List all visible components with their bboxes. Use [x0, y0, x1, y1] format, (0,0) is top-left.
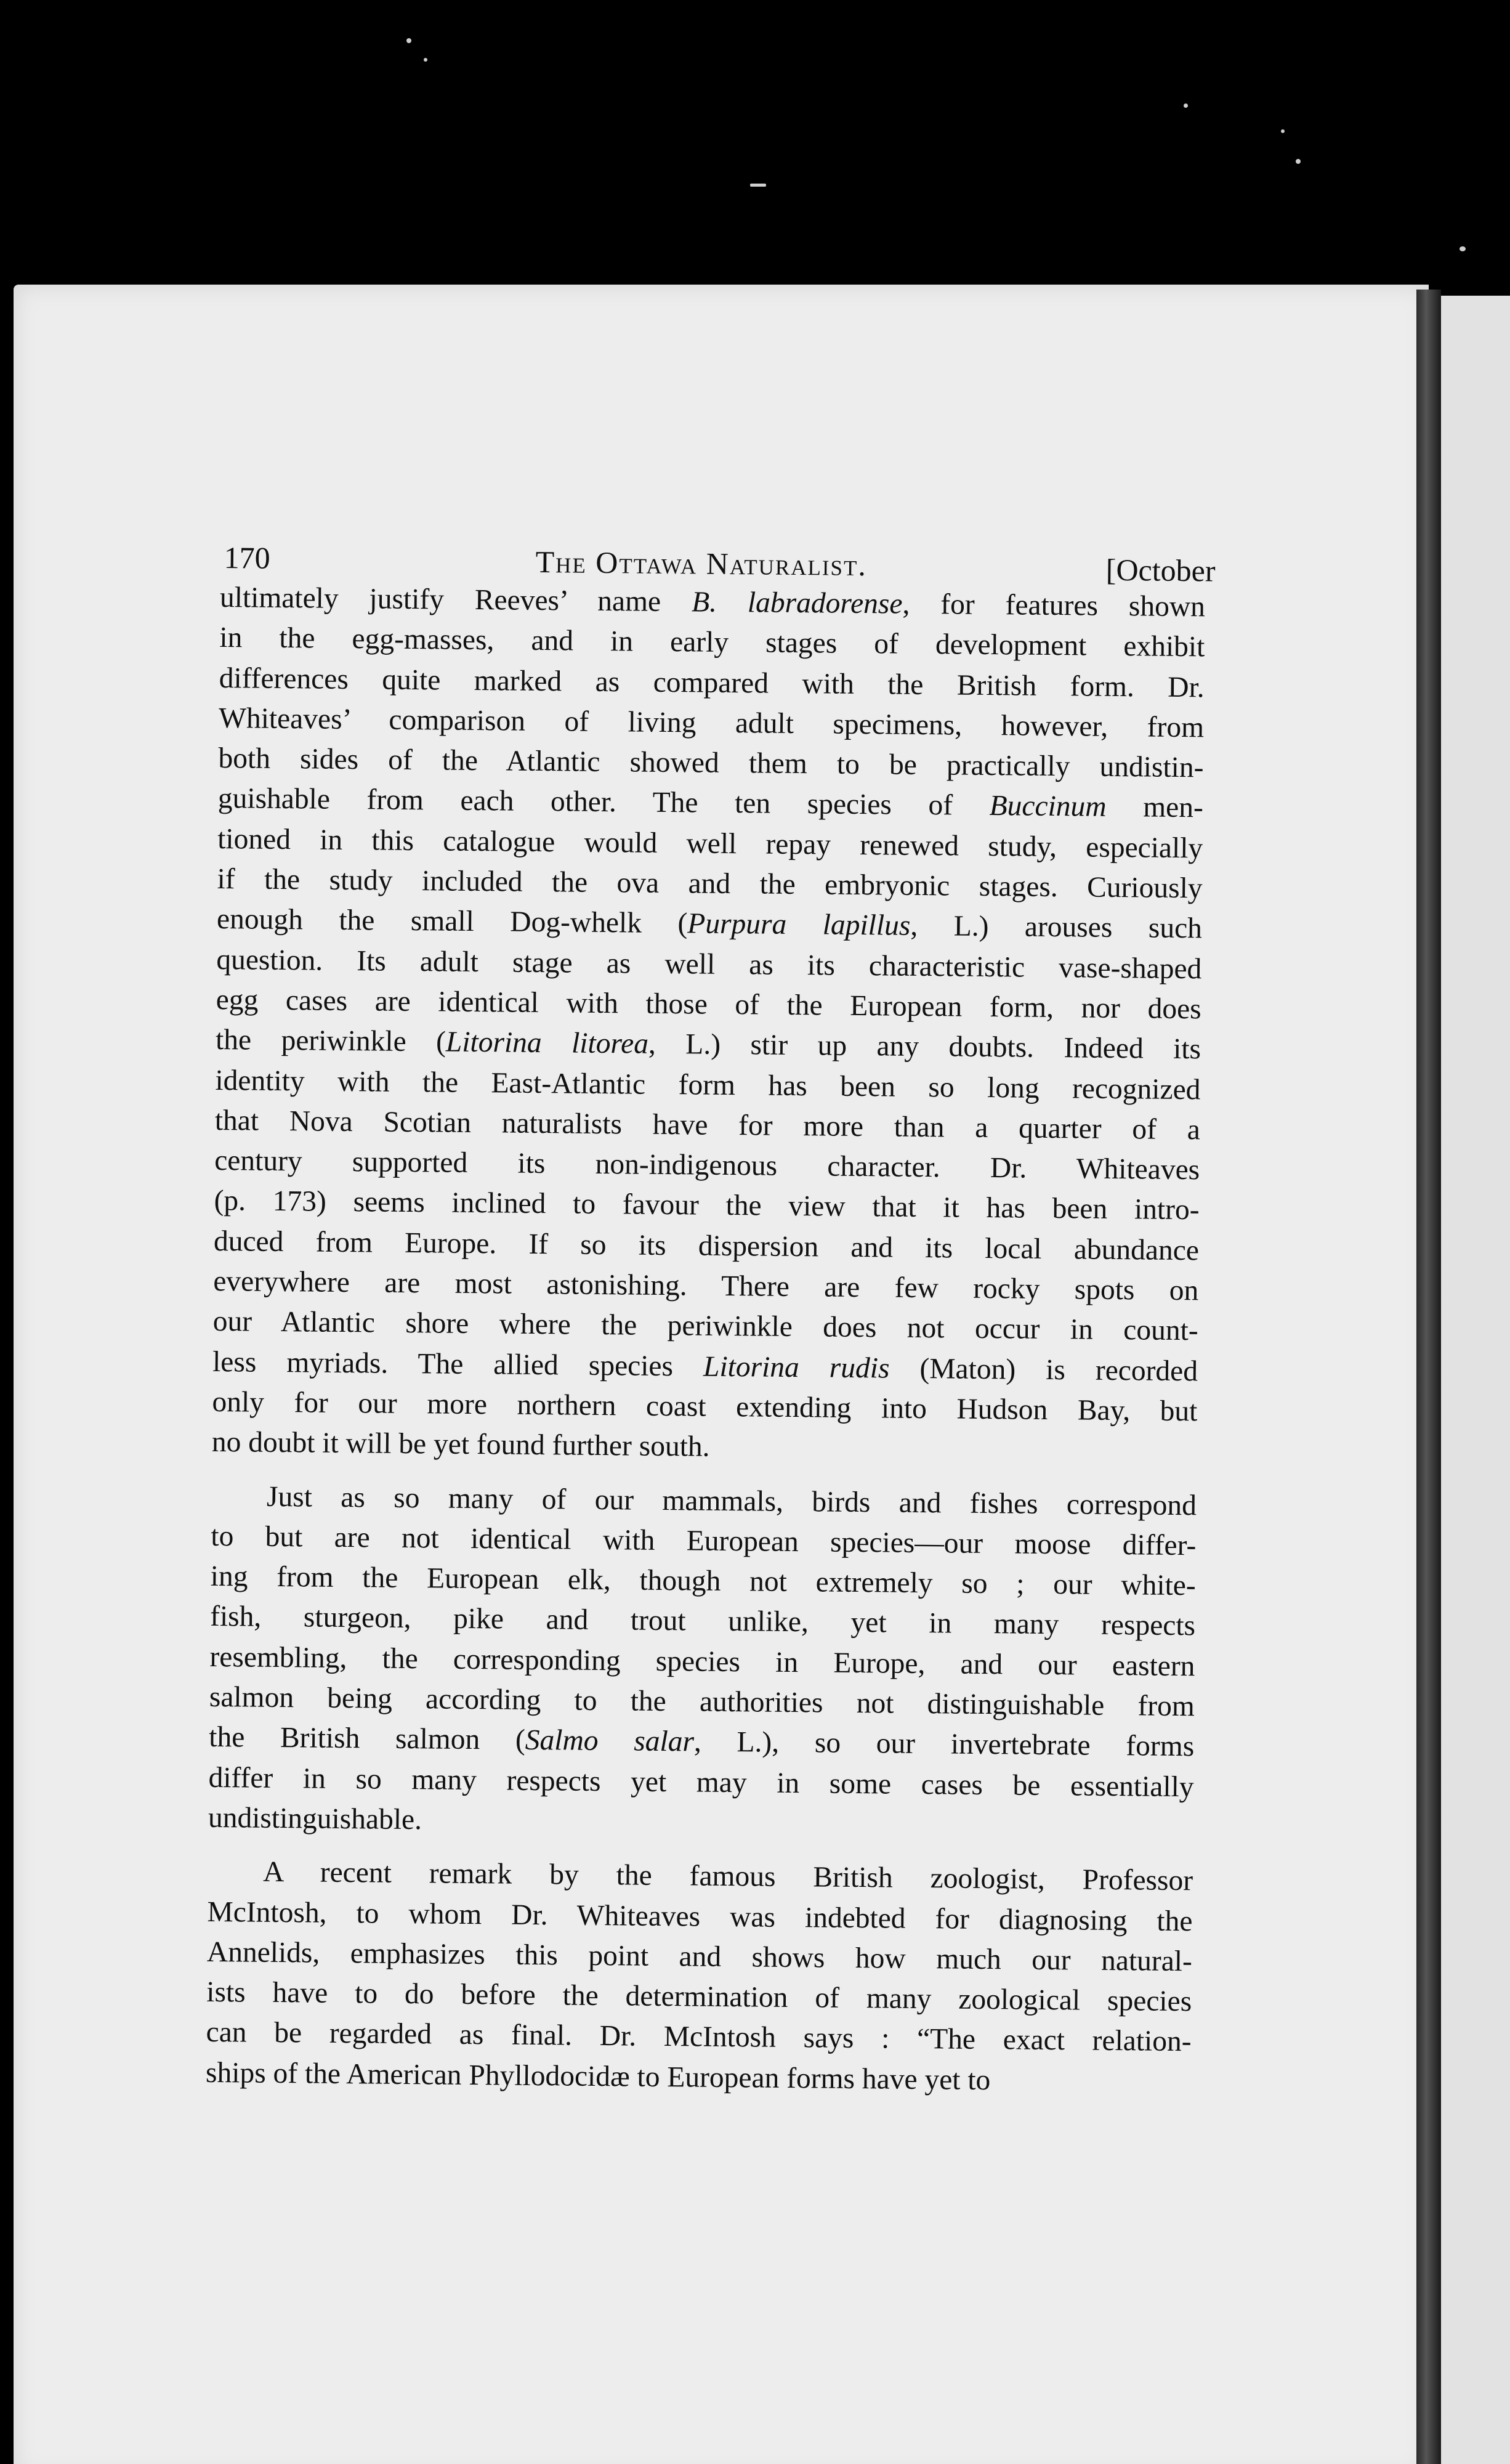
dust-speck	[1184, 103, 1188, 108]
text-line: both sides of the Atlantic showed them to be practically undistin-	[218, 742, 1204, 784]
text-line: century supported its non-indigenous character. Dr. Whiteaves	[214, 1145, 1200, 1186]
paragraph	[208, 1476, 1197, 1847]
dust-speck	[1296, 159, 1301, 164]
text-line: no doubt it will be yet found further south.	[211, 1426, 710, 1463]
text-line: fish, sturgeon, pike and trout unlike, yet in many respects	[209, 1600, 1196, 1642]
italic-species-name: Salmo salar	[525, 1724, 695, 1758]
dust-speck	[1281, 129, 1285, 133]
text-line: (p. 173) seems inclined to favour the view that it has been intro-	[214, 1185, 1200, 1226]
journal-title: The Ottawa Naturalist.	[535, 544, 868, 583]
text-line: can be regarded as final. Dr. McIntosh says : “The exact relation-	[206, 2016, 1192, 2058]
text-line: the British salmon (Salmo salar, L.), so our invertebrate forms	[209, 1721, 1195, 1763]
text-line: the periwinkle (Litorina litorea, L.) stir up any doubts. Indeed its	[215, 1024, 1201, 1066]
text-line: identity with the East-Atlantic form has been so long recognized	[215, 1064, 1201, 1106]
issue-month: [October	[1105, 552, 1216, 588]
dust-speck	[406, 38, 411, 43]
text-line: our Atlantic shore where the periwinkle does not occur in count-	[212, 1305, 1198, 1347]
text-line: duced from Europe. If so its dispersion and its local abundance	[213, 1225, 1200, 1267]
text-line: if the study included the ova and the embryonic stages. Curiously	[217, 863, 1203, 905]
dust-speck	[1460, 246, 1466, 251]
text-line: guishable from each other. The ten species of Buccinum men-	[217, 782, 1204, 824]
paragraph	[206, 1852, 1193, 2102]
text-line: egg cases are identical with those of the European form, nor does	[216, 983, 1201, 1026]
text-line: to but are not identical with European species—our moose differ-	[211, 1520, 1197, 1562]
italic-species-name: Buccinum	[989, 790, 1107, 824]
text-line: differ in so many respects yet may in some cases be essentially	[208, 1761, 1194, 1803]
page-number: 170	[224, 540, 270, 575]
text-line: Whiteaves’ comparison of living adult specimens, however, from	[218, 702, 1205, 744]
text-line: ships of the American Phyllodocidæ to European forms have yet to	[205, 2056, 991, 2096]
italic-species-name: B. labradorense	[691, 586, 903, 620]
text-line: only for our more northern coast extending into Hudson Bay, but	[212, 1385, 1198, 1428]
page-content	[205, 535, 1216, 2102]
text-line: enough the small Dog-whelk (Purpura lapillus, L.) arouses such	[216, 903, 1203, 945]
book-gutter	[1416, 290, 1441, 2464]
italic-species-name: Purpura lapillus	[687, 907, 911, 942]
dust-speck	[424, 58, 427, 62]
text-line: A recent remark by the famous British zoologist, Professor	[262, 1855, 1193, 1897]
paragraph	[212, 578, 1206, 1472]
italic-species-name: Litorina rudis	[703, 1350, 890, 1385]
text-line: question. Its adult stage as well as its characteristic vase-shaped	[216, 943, 1202, 985]
text-line: differences quite marked as compared with the British form. Dr.	[219, 662, 1205, 703]
text-line: ing from the European elk, though not extremely so ; our white-	[210, 1560, 1196, 1602]
text-line: undistinguishable.	[208, 1801, 422, 1836]
text-line: in the egg-masses, and in early stages of development exhibit	[219, 622, 1205, 663]
text-line: everywhere are most astonishing. There are few rocky spots on	[213, 1265, 1199, 1307]
text-line: tioned in this catalogue would well repay renewed study, especially	[217, 822, 1203, 865]
dust-speck	[750, 184, 766, 187]
italic-species-name: Litorina litorea	[445, 1026, 649, 1060]
text-line: Just as so many of our mammals, birds and fishes correspond	[266, 1480, 1197, 1522]
text-line: that Nova Scotian naturalists have for more than a quarter of a	[214, 1104, 1201, 1146]
text-line: less myriads. The allied species Litorina rudis (Maton) is recorded	[212, 1345, 1198, 1387]
text-line: ists have to do before the determination of many zoological species	[206, 1976, 1192, 2018]
text-line: Annelids, emphasizes this point and shows how much our natural-	[206, 1935, 1193, 1978]
text-line: McIntosh, to whom Dr. Whiteaves was indebted for diagnosing the	[207, 1895, 1193, 1937]
adjacent-page-edge	[1441, 296, 1510, 2464]
body-text	[206, 578, 1206, 2102]
text-line: ultimately justify Reeves’ name B. labradorense, for features shown	[219, 581, 1206, 623]
text-line: resembling, the corresponding species in Europe, and our eastern	[209, 1640, 1195, 1682]
text-line: salmon being according to the authorities not distinguishable from	[209, 1680, 1195, 1723]
